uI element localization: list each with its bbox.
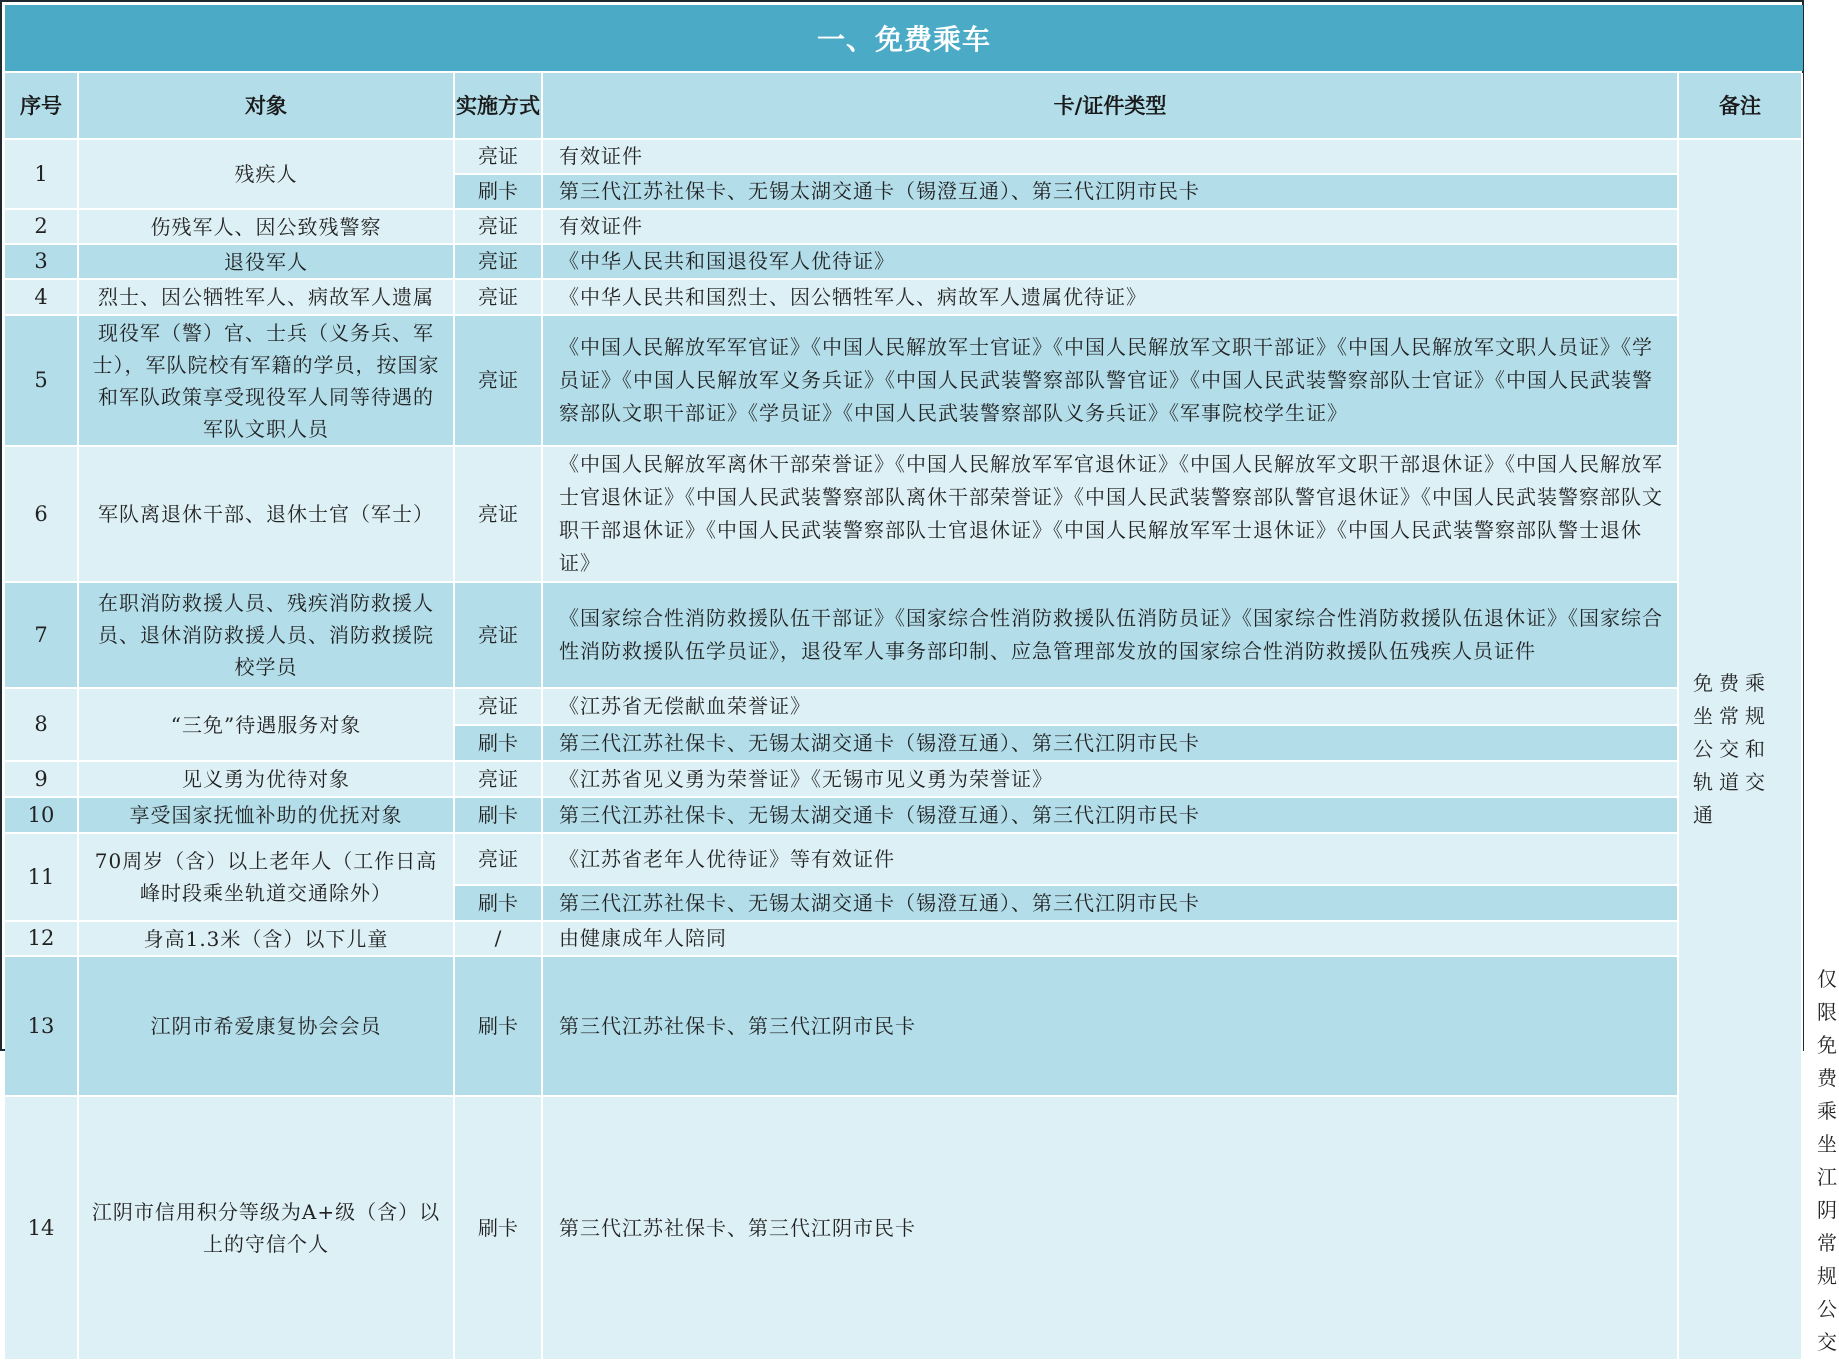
row-target: “三免”待遇服务对象 — [79, 689, 455, 762]
row-target: 残疾人 — [79, 140, 455, 210]
row-method: 刷卡 — [455, 1097, 543, 1361]
row-method: 刷卡 — [455, 798, 543, 834]
row-method: 亮证 — [455, 316, 543, 447]
row-card-type: 《中国人民解放军离休干部荣誉证》《中国人民解放军军官退休证》《中国人民解放军文职干部退休证》《中国人民解放军士官退休证》《中国人民武装警察部队离休干部荣誉证》《中国人民武装警察部队警官退休证》《中国人民武装警察部队文职干部退休证》《中国人民武装警察部队士官退休证》《中国人民解放军军士退休证》《中国人民武装警察部队警士退休证》 — [543, 447, 1679, 583]
row-method: 亮证 — [455, 245, 543, 280]
row-target: 70周岁（含）以上老年人（工作日高峰时段乘坐轨道交通除外） — [79, 834, 455, 922]
header-remark: 备注 — [1679, 73, 1803, 140]
row-target: 退役军人 — [79, 245, 455, 280]
row-target: 见义勇为优待对象 — [79, 762, 455, 798]
row-card-type: 由健康成年人陪同 — [543, 922, 1679, 957]
row-method: 刷卡 — [455, 175, 543, 210]
row-serial: 5 — [5, 316, 79, 447]
row-serial: 14 — [5, 1097, 79, 1361]
row-method: 亮证 — [455, 762, 543, 798]
row-target: 烈士、因公牺牲军人、病故军人遗属 — [79, 280, 455, 316]
row-target: 现役军（警）官、士兵（义务兵、军士），军队院校有军籍的学员，按国家和军队政策享受现役军人同等待遇的军队文职人员 — [79, 316, 455, 447]
row-card-type: 《国家综合性消防救援队伍干部证》《国家综合性消防救援队伍消防员证》《国家综合性消防救援队伍退休证》《国家综合性消防救援队伍学员证》，退役军人事务部印制、应急管理部发放的国家综合性消防救援队伍残疾人员证件 — [543, 583, 1679, 689]
row-method: 亮证 — [455, 447, 543, 583]
table-title: 一、免费乘车 — [5, 5, 1803, 71]
row-target: 在职消防救援人员、残疾消防救援人员、退休消防救援人员、消防救援院校学员 — [79, 583, 455, 689]
row-serial: 2 — [5, 210, 79, 245]
row-card-type: 《江苏省无偿献血荣誉证》 — [543, 689, 1679, 726]
row-target: 军队离退休干部、退休士官（军士） — [79, 447, 455, 583]
row-target: 伤残军人、因公致残警察 — [79, 210, 455, 245]
row-method: 亮证 — [455, 834, 543, 886]
row-card-type: 第三代江苏社保卡、无锡太湖交通卡（锡澄互通）、第三代江阴市民卡 — [543, 175, 1679, 210]
row-target: 江阴市希爱康复协会会员 — [79, 957, 455, 1097]
row-method: 亮证 — [455, 210, 543, 245]
row-serial: 6 — [5, 447, 79, 583]
row-serial: 11 — [5, 834, 79, 922]
row-method: 刷卡 — [455, 886, 543, 922]
row-serial: 4 — [5, 280, 79, 316]
row-target: 身高1.3米（含）以下儿童 — [79, 922, 455, 957]
row-serial: 8 — [5, 689, 79, 762]
row-card-type: 《江苏省见义勇为荣誉证》《无锡市见义勇为荣誉证》 — [543, 762, 1679, 798]
row-card-type: 第三代江苏社保卡、无锡太湖交通卡（锡澄互通）、第三代江阴市民卡 — [543, 726, 1679, 762]
header-card-type: 卡/证件类型 — [543, 73, 1679, 140]
row-serial: 13 — [5, 957, 79, 1097]
row-serial: 7 — [5, 583, 79, 689]
remark-rail-and-bus: 免费乘坐常规公交和轨道交通 — [1679, 140, 1803, 1361]
row-serial: 3 — [5, 245, 79, 280]
row-card-type: 有效证件 — [543, 210, 1679, 245]
row-card-type: 有效证件 — [543, 140, 1679, 175]
row-method: 刷卡 — [455, 957, 543, 1097]
row-method: 亮证 — [455, 583, 543, 689]
row-card-type: 《江苏省老年人优待证》等有效证件 — [543, 834, 1679, 886]
row-method: 刷卡 — [455, 726, 543, 762]
row-card-type: 《中国人民解放军军官证》《中国人民解放军士官证》《中国人民解放军文职干部证》《中国人民解放军文职人员证》《学员证》《中国人民解放军义务兵证》《中国人民武装警察部队警官证》《中国人民武装警察部队士官证》《中国人民武装警察部队文职干部证》《学员证》《中国人民武装警察部队义务兵证》《军事院校学生证》 — [543, 316, 1679, 447]
row-serial: 9 — [5, 762, 79, 798]
row-card-type: 第三代江苏社保卡、无锡太湖交通卡（锡澄互通）、第三代江阴市民卡 — [543, 798, 1679, 834]
row-serial: 1 — [5, 140, 79, 210]
row-serial: 10 — [5, 798, 79, 834]
row-card-type: 第三代江苏社保卡、无锡太湖交通卡（锡澄互通）、第三代江阴市民卡 — [543, 886, 1679, 922]
row-card-type: 第三代江苏社保卡、第三代江阴市民卡 — [543, 1097, 1679, 1361]
row-target: 享受国家抚恤补助的优抚对象 — [79, 798, 455, 834]
header-serial: 序号 — [5, 73, 79, 140]
row-card-type: 《中华人民共和国烈士、因公牺牲军人、病故军人遗属优待证》 — [543, 280, 1679, 316]
row-method: / — [455, 922, 543, 957]
header-method: 实施方式 — [455, 73, 543, 140]
row-method: 亮证 — [455, 140, 543, 175]
header-target: 对象 — [79, 73, 455, 140]
row-method: 亮证 — [455, 689, 543, 726]
row-target: 江阴市信用积分等级为A+级（含）以上的守信个人 — [79, 1097, 455, 1361]
row-card-type: 第三代江苏社保卡、第三代江阴市民卡 — [543, 957, 1679, 1097]
row-serial: 12 — [5, 922, 79, 957]
row-card-type: 《中华人民共和国退役军人优待证》 — [543, 245, 1679, 280]
fare-policy-table: 序号 对象 实施方式 卡/证件类型 备注 1 残疾人 亮证 有效证件 免费乘坐常规公交和轨道交通 刷卡 第三代江苏社保卡、无锡太湖交通卡（锡澄互通）、第三代江阴市民卡 2 伤残军人、因公致残警察 亮证 有效证件 3 退役军人 亮证 《中华人民共和国退役军人优待证》 4 烈士、因公牺牲军人、病故军人遗属 亮证 《中华人民共和国烈士、因公牺牲军人、病故军人遗属优待证》 5 现役军（警）官、士兵（义务兵、军士），军队院校有军籍的学员，按国家和军队政策享受现役军人同等待遇的军队文职人员 亮证 《中国人民解放军军官证》《中国人民解放军士官证》《中国人民解放军文职干部证》《中国人民解放军文职人员证》《学员证》《中国人民解放军义务兵证》《中国人民武装警察部队警官证》《中国人民武装警察部队士官证》《中国人民武装警察部队文职干部证》《学员证》《中国人民武装警察部队义务兵证》《军事院校学生证》 6 军队离退休干部、退休士官（军士） 亮证 《中国人民解放军离休干部荣誉证》《中国人民解放军军官退休证》《中国人民解放军文职干部退休证》《中国人民解放军士官退休证》《中国人民武装警察部队离休干部荣誉证》《中国人民武装警察部队警官退休证》《中国人民武装警察部队文职干部退休证》《中国人民武装警察部队士官退休证》《中国人民解放军军士退休证》《中国人民武装警察部队警士退休证》 7 在职消防救援人员、残疾消防救援人员、退休消防救援人员、消防救援院校学员 亮证 《国家综合性消防救援队伍干部证》《国家综合性消防救援队伍消防员证》《国家综合性消防救援队伍退休证》《国家综合性消防救援队伍学员证》，退役军人事务部印制、应急管理部发放的国家综合性消防救援队伍残疾人员证件 8 “三免”待遇服务对象 亮证 《江苏省无偿献血荣誉证》 刷卡 第三代江苏社保卡、无锡太湖交通卡（锡澄互通）、第三代江阴市民卡 9 见义勇为优待对象 亮证 《江苏省见义勇为荣誉证》《无锡市见义勇为荣誉证》 10 享受国家抚恤补助的优抚对象 刷卡 第三代江苏社保卡、无锡太湖交通卡（锡澄互通）、第三代江阴市民卡 11 70周岁（含）以上老年人（工作日高峰时段乘坐轨道交通除外） 亮证 《江苏省老年人优待证》等有效证件 刷卡 第三代江苏社保卡、无锡太湖交通卡（锡澄互通）、第三代江阴市民卡 12 身高1.3米（含）以下儿童 / 由健康成年人陪同 13 江阴市希爱康复协会会员 刷卡 第三代江苏社保卡、第三代江阴市民卡 仅限免费乘坐江阴常规公交 14 江阴市信用积分等级为A+级（含）以上的守信个人 刷卡 第三代江苏社保卡、第三代江阴市民卡 — [5, 73, 1803, 1361]
row-method: 亮证 — [455, 280, 543, 316]
